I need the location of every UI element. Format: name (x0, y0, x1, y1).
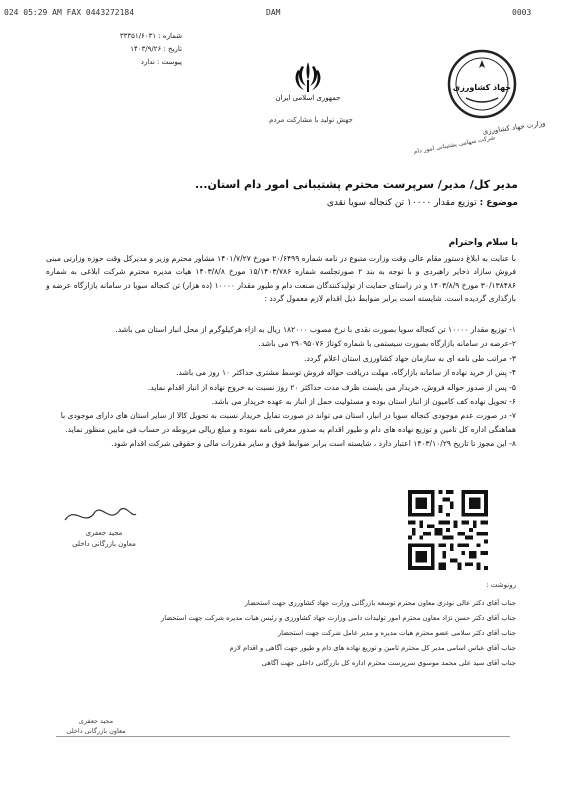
fax-header-center: DAM (266, 8, 281, 17)
logo-text: جهاد کشاورزی (452, 83, 512, 92)
item-8: ۸- این مجوز تا تاریخ ۱۴۰۳/۱۰/۲۹ اعتبار دارد ، شایسته است برابر ضوابط فوق و سایر مقررات مالی و حقوقی شرکت اقدام شود. (111, 439, 516, 449)
cc-line: جناب آقای دکتر سلامی عضو محترم هیات مدیره و مدیر عامل شرکت جهت استحضار (277, 629, 516, 638)
fax-header-left: 024 05:29 AM FAX 0443272184 (4, 8, 135, 17)
subject (58, 198, 518, 208)
slogan: جهش تولید با مشارکت مردم (269, 116, 353, 124)
footer-divider (56, 736, 510, 737)
company-stamp-text: شرکت سهامی پشتیبانی امور دام (413, 134, 496, 156)
signature-scribble (60, 500, 140, 530)
signer-title: معاون بازرگانی داخلی (72, 540, 136, 548)
greeting: با سلام واحترام (448, 238, 518, 248)
cc-line: جناب آقای دکتر عالی نوذری معاون محترم توسعه بازرگانی وزارت جهاد کشاورزی جهت استحضار (244, 599, 516, 607)
cc-title: رونوشت : (486, 581, 516, 589)
item-4: ۴- پس از خرید نهاده از سامانه بازارگاه، مهلت دریافت حواله فروش توسط مشتری حداکثر ۱۰ روز می باشد. (176, 368, 516, 378)
footer-signature (66, 716, 126, 736)
signature-block (52, 528, 156, 550)
subject-label: موضوع : (479, 198, 518, 208)
body-paragraph: با عنایت به ابلاغ دستور مقام عالی وقت وزارت متبوع در نامه شماره ۲۰/۶۴۹۹ مورخ ۱۴۰۱/۷/۲۷ مشاور محترم وزیر و مدیرکل وقت حوزه وزارتی مبنی فروش سازاد ذخایر راهبردی و با توجه به بند ۲ صورتجلسه شماره ۱۵/۱۴۰۳/۷۸۶ مورخ ۱۴۰۳/۸/۸ هیات مدیره محترم شرکت ابلاغی به شماره ۳۰/۱۳۸۴۸۶ مورخ ۱۴۰۳/۸/۹ و در راستای حمایت از تولیدکنندگان صنعت دام و طیور مقدار ۱۰۰۰۰ (ده هزار) تن کنجاله سویا در سامانه بازارگاه عرضه و بارگذاری گردیده است. شایسته است برابر ضوابط ذیل اقدام لازم معمول گردد : (46, 254, 517, 304)
footer-name: مجید جعفری (78, 717, 114, 725)
footer-title: معاون بازرگانی داخلی (66, 727, 126, 735)
item-2: ۲-عرضه در سامانه بازارگاه بصورت سیستمی با شماره کوتاژ ۲۹۰۹۵۰۷۶ می باشد. (258, 339, 516, 349)
cc-line: جناب آقای دکتر حسن نژاد معاون محترم امور تولیدات دامی وزارت جهاد کشاورزی و رئیس هیات مدیره شرکت جهت استحضار (160, 614, 516, 623)
signer-name: مجید جعفری (85, 529, 123, 537)
logo-caption: وزارت جهاد کشاورزی (482, 119, 546, 136)
letter-date: تاریخ : ۱۴۰۳/۹/۲۶ (130, 45, 182, 53)
item-1: ۱- توزیع مقدار ۱۰۰۰۰ تن کنجاله سویا بصورت نقدی با نرخ مصوب ۱۸۲۰۰۰ ریال به ازاء هرکیلوگرم از محل انبار استان می باشد. (115, 325, 516, 334)
jahad-keshavarzi-logo (446, 48, 518, 120)
item-3: ۳- مراتب طی نامه ای به سازمان جهاد کشاورزی استان اعلام گردد. (304, 353, 516, 363)
item-5: ۵- پس از صدور حواله فروش، خریدار می بایست ظرف مدت حداکثر ۲۰ روز نسبت به خروج نهاده از انبار اقدام نماید. (147, 382, 516, 392)
qr-code-icon (408, 488, 488, 572)
letter-number: شماره : ۳۳۳۵۱/۶۰۳۱ (119, 32, 182, 40)
item-6: ۶- تحویل نهاده کف کامیون از انبار استان بوده و مسئولیت حمل از انبار به عهده خریدار می باشد. (211, 397, 516, 407)
letter-body (46, 252, 516, 306)
item-7: ۷- در صورت عدم موجودی کنجاله سویا در انبار، استان می تواند در صورت تمایل خریدار نسبت به تحویل کالا از سایر استان های دارای موجودی با هماهنگی اداره کل تامین و توزیع نهاده های دام و طیور اقدام به صدور معرفی نامه نموده و مبلغ ریالی مربوطه در حساب فی مابین منظور نماید. (60, 411, 516, 434)
cc-line: جناب آقای عباس اسامی مدیر کل محترم تامین و توزیع نهاده های دام و طیور جهت آگاهی و اقدام لازم (229, 644, 516, 653)
letter-meta (64, 30, 182, 69)
items-list (46, 323, 516, 452)
subject-text: توزیع مقدار ۱۰۰۰۰ تن کنجاله سویا نقدی (326, 198, 477, 208)
cc-line: جناب آقای سید علی محمد موسوی سرپرست محترم اداره کل بازرگانی داخلی جهت آگاهی (261, 659, 516, 668)
recipient: مدیر کل/ مدیر/ سرپرست محترم پشتیبانی امور دام استان... (195, 178, 518, 191)
fax-header-right: 0003 (512, 8, 532, 17)
republic-title: جمهوری اسلامی ایران (275, 94, 341, 102)
iran-emblem-icon (292, 60, 324, 94)
cc-list (46, 596, 516, 671)
letter-attachment: پیوست : ندارد (140, 58, 182, 66)
